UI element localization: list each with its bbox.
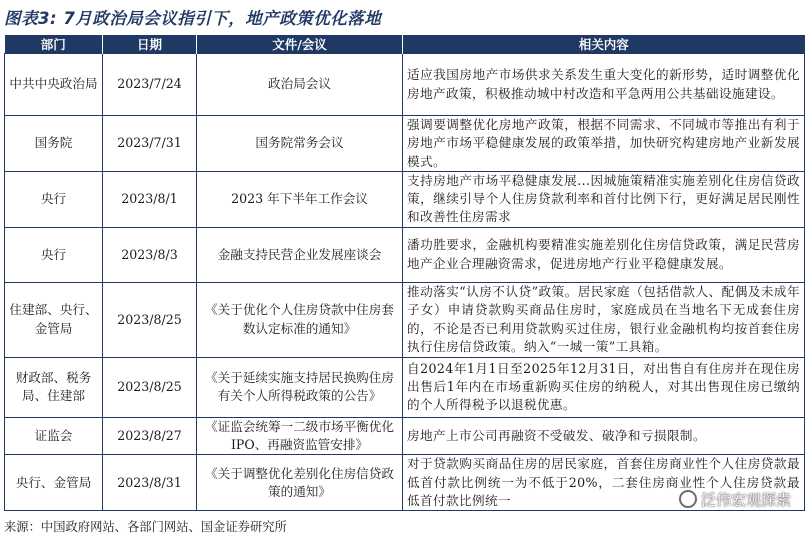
content-cell: 支持房地产市场平稳健康发展...因城施策精准实施差别化住房信贷政策，继续引导个人住房贷款利率和首付比例下行，更好满足居民刚性和改善性住房需求: [403, 171, 805, 227]
dept-cell: 财政部、税务局、住建部: [5, 357, 103, 417]
dept-cell: 中共中央政治局: [5, 54, 103, 116]
date-cell: 2023/8/3: [103, 227, 197, 282]
content-cell: 适应我国房地产市场供求关系发生重大变化的新形势，适时调整优化房地产政策，积极推动城中村改造和平急两用公共基础设施建设。: [403, 54, 805, 116]
content-cell: 潘功胜要求，金融机构要精准实施差别化住房信贷政策，满足民营房地产企业合理融资需求，促进房地产行业平稳健康发展。: [403, 227, 805, 282]
content-cell: 自2024年1月1日至2025年12月31日，对出售自有住房并在现住房出售后1年内在市场重新购买住房的纳税人，对其出售现住房已缴纳的个人所得税予以退税优惠。: [403, 357, 805, 417]
table-header-row: [5, 35, 805, 54]
table-row: [5, 171, 805, 227]
content-cell: 强调要调整优化房地产政策，根据不同需求、不同城市等推出有利于房地产市场平稳健康发展的政策举措，加快研究构建房地产业新发展模式。: [403, 116, 805, 172]
date-cell: 2023/8/31: [103, 455, 197, 511]
doc-cell: 2023 年下半年工作会议: [197, 171, 403, 227]
watermark: [679, 488, 791, 510]
header-doc: 文件/会议: [197, 35, 403, 54]
source-note: 来源：中国政府网站、各部门网站、国金证券研究所: [4, 520, 287, 534]
content-cell: 对于贷款购买商品住房的居民家庭，首套住房商业性个人住房贷款最低首付款比例统一为不低于20%，二套住房商业性个人住房贷款最低首付款比例统一: [403, 455, 805, 511]
wechat-logo-icon: [679, 490, 697, 508]
header-dept: 部门: [5, 35, 103, 54]
doc-cell: 政治局会议: [197, 54, 403, 116]
table-row: [5, 282, 805, 357]
dept-cell: 证监会: [5, 417, 103, 455]
dept-cell: 国务院: [5, 116, 103, 172]
dept-cell: 住建部、央行、金管局: [5, 282, 103, 357]
watermark-text: 泛伟宏观探索: [700, 490, 791, 509]
date-cell: 2023/8/25: [103, 282, 197, 357]
table-row: [5, 357, 805, 417]
date-cell: 2023/8/25: [103, 357, 197, 417]
doc-cell: 《关于优化个人住房贷款中住房套数认定标准的通知》: [197, 282, 403, 357]
doc-cell: 金融支持民营企业发展座谈会: [197, 227, 403, 282]
doc-cell: 《关于延续实施支持居民换购住房有关个人所得税政策的公告》: [197, 357, 403, 417]
content-cell: 房地产上市公司再融资不受破发、破净和亏损限制。: [403, 417, 805, 455]
dept-cell: 央行: [5, 171, 103, 227]
date-cell: 2023/7/31: [103, 116, 197, 172]
header-date: 日期: [103, 35, 197, 54]
table-row: [5, 417, 805, 455]
figure-title: 图表3: 7月政治局会议指引下，地产政策优化落地: [4, 9, 382, 28]
header-content: 相关内容: [403, 35, 805, 54]
table-row: [5, 116, 805, 172]
date-cell: 2023/8/27: [103, 417, 197, 455]
date-cell: 2023/8/1: [103, 171, 197, 227]
table-row: [5, 227, 805, 282]
table-row: [5, 54, 805, 116]
date-cell: 2023/7/24: [103, 54, 197, 116]
doc-cell: 《证监会统筹一二级市场平衡优化 IPO、再融资监管安排》: [197, 417, 403, 455]
dept-cell: 央行: [5, 227, 103, 282]
policy-table: [4, 35, 805, 511]
doc-cell: 国务院常务会议: [197, 116, 403, 172]
dept-cell: 央行、金管局: [5, 455, 103, 511]
doc-cell: 《关于调整优化差别化住房信贷政策的通知》: [197, 455, 403, 511]
content-cell: 推动落实“认房不认贷”政策。居民家庭（包括借款人、配偶及未成年子女）申请贷款购买商品住房时，家庭成员在当地名下无成套住房的，不论是否已利用贷款购买过住房，银行业金融机构均按首套住房执行住房信贷政策。纳入“一城一策”工具箱。: [403, 282, 805, 357]
